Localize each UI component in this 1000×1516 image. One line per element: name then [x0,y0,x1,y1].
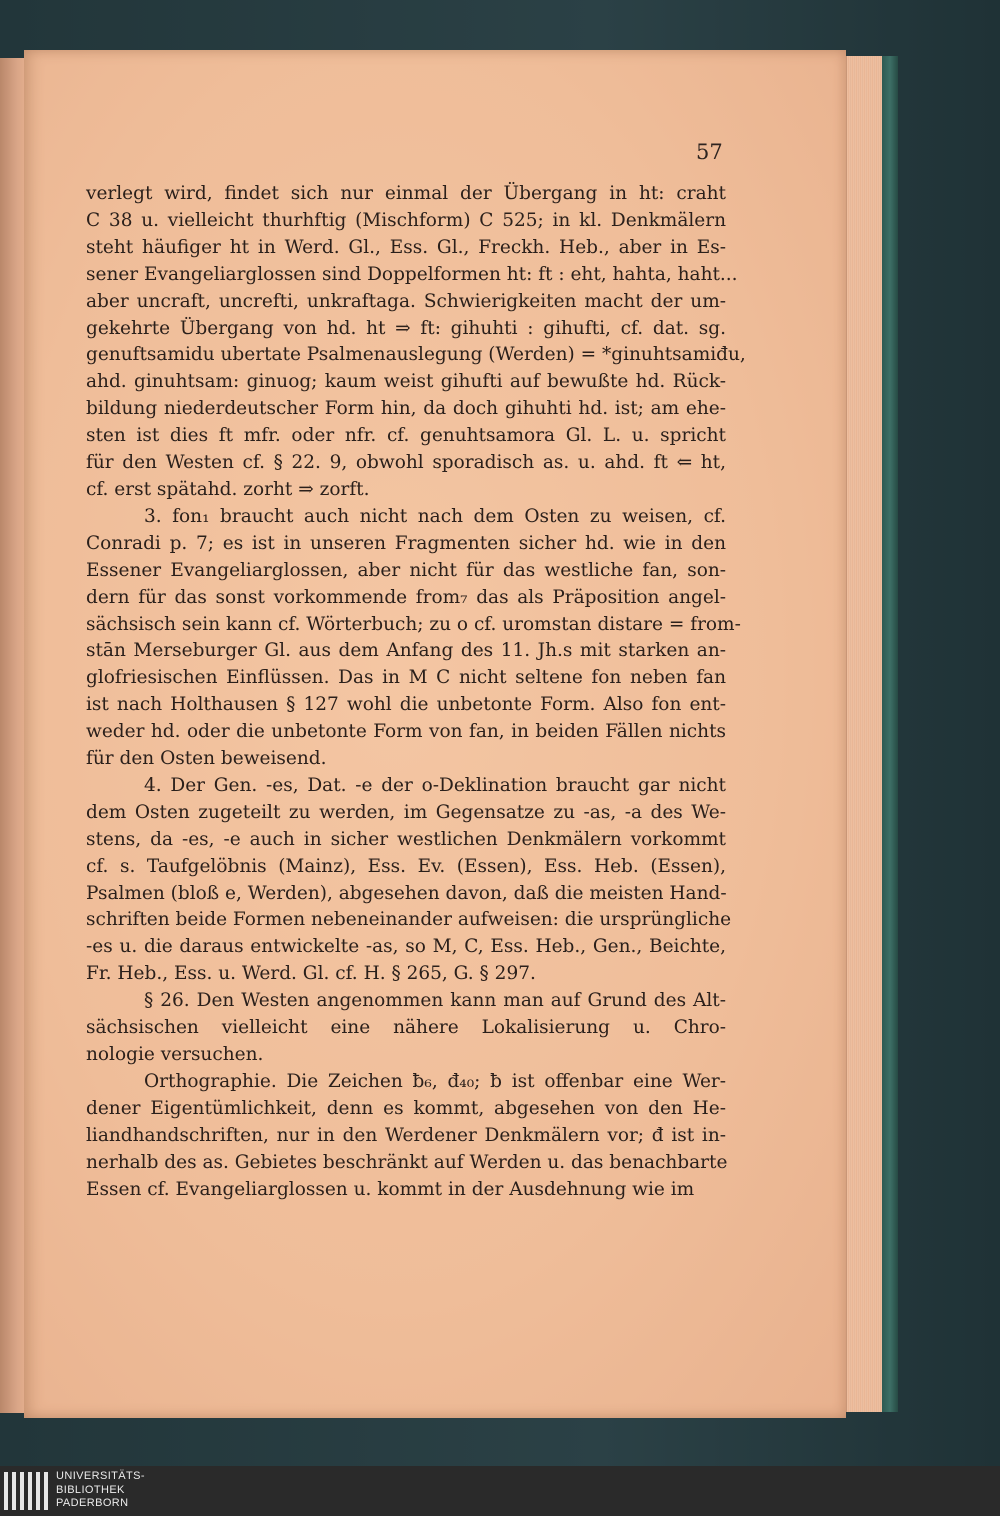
text-line: schriften beide Formen nebeneinander aufweisen: die ursprüngliche [86,909,732,931]
library-name-line: BIBLIOTHEK [56,1483,125,1496]
text-line: sächsischen vielleicht eine nähere Lokalisierung u. Chro- [86,1017,726,1039]
text-line: cf. erst spätahd. zorht ⇒ zorft. [86,478,370,500]
text-line: sächsisch sein kann cf. Wörterbuch; zu o cf. uromstan distare = from- [86,613,741,635]
text-line: sener Evangeliarglossen sind Doppelformen ht: ft : eht, hahta, haht... [86,263,738,285]
library-name-line: PADERBORN [56,1497,129,1509]
body-text [86,181,746,1203]
page-number: 57 [696,140,723,164]
library-name-line: UNIVERSITÄTS- [56,1470,145,1482]
text-line: liandhandschriften, nur in den Werdener Denkmälern vor; đ ist in- [86,1124,726,1146]
text-line: Conradi p. 7; es ist in unseren Fragmenten sicher hd. wie in den [86,532,726,554]
text-line: Psalmen (bloß e, Werden), abgesehen davon, daß die meisten Hand- [86,882,727,904]
text-line: Essener Evangeliarglossen, aber nicht für das westliche fan, son- [86,559,726,581]
text-line: cf. s. Taufgelöbnis (Mainz), Ess. Ev. (Essen), Ess. Heb. (Essen), [86,855,726,877]
text-line: ist nach Holthausen § 127 wohl die unbetonte Form. Also fon ent- [86,694,726,716]
text-line: dener Eigentümlichkeit, denn es kommt, abgesehen von den He- [86,1097,726,1119]
text-line: für den Osten beweisend. [86,748,327,770]
library-logo-icon [4,1472,50,1510]
text-line: § 26. Den Westen angenommen kann man auf Grund des Alt- [144,990,726,1012]
text-line: bildung niederdeutscher Form hin, da doch gihuhti hd. ist; am ehe- [86,398,726,420]
text-line: dem Osten zugeteilt zu werden, im Gegensatze zu -as, -a des We- [86,801,726,823]
text-line: C 38 u. vielleicht thurhftig (Mischform) C 525; in kl. Denkmälern [86,209,726,231]
library-name [56,1470,145,1511]
text-line: steht häufiger ht in Werd. Gl., Ess. Gl., Freckh. Heb., aber in Es- [86,236,726,258]
text-line: glofriesischen Einflüssen. Das in M C nicht seltene fon neben fan [86,667,726,689]
book-cover-edge [882,56,898,1412]
text-line: aber uncraft, uncrefti, unkraftaga. Schwierigkeiten macht der um- [86,290,726,312]
text-line: genuftsamidu ubertate Psalmenauslegung (Werden) = *ginuhtsamiđu, [86,344,746,366]
text-line: sten ist dies ft mfr. oder nfr. cf. genuhtsamora Gl. L. u. spricht [86,425,726,447]
text-line: für den Westen cf. § 22. 9, obwohl sporadisch as. u. ahd. ft ⇐ ht, [86,452,726,474]
text-line: Fr. Heb., Ess. u. Werd. Gl. cf. H. § 265, G. § 297. [86,963,536,985]
text-line: Essen cf. Evangeliarglossen u. kommt in der Ausdehnung wie im [86,1178,695,1200]
library-footer [0,1466,1000,1516]
text-line: Orthographie. Die Zeichen ƀ₆, đ₄₀; ƀ ist offenbar eine Wer- [144,1070,726,1092]
text-line: stān Merseburger Gl. aus dem Anfang des 11. Jh.s mit starken an- [86,640,726,662]
text-line: -es u. die daraus entwickelte -as, so M, C, Ess. Heb., Gen., Beichte, [86,936,726,958]
text-line: ahd. ginuhtsam: ginuog; kaum weist gihufti auf bewußte hd. Rück- [86,371,726,393]
text-line: dern für das sonst vorkommende from₇ das als Präposition angel- [86,586,726,608]
text-line: stens, da -es, -e auch in sicher westlichen Denkmälern vorkommt [86,828,726,850]
text-line: verlegt wird, findet sich nur einmal der Übergang in ht: craht [86,183,726,204]
text-line: weder hd. oder die unbetonte Form von fan, in beiden Fällen nichts [86,721,726,743]
text-line: gekehrte Übergang von hd. ht ⇒ ft: gihuhti : gihufti, cf. dat. sg. [86,317,726,339]
text-line: nologie versuchen. [86,1044,264,1065]
text-line: 3. fon₁ braucht auch nicht nach dem Osten zu weisen, cf. [144,505,726,527]
text-line: 4. Der Gen. -es, Dat. -e der o-Deklination braucht gar nicht [144,774,726,796]
text-line: nerhalb des as. Gebietes beschränkt auf Werden u. das benachbarte [86,1151,728,1173]
facing-page-edge [0,58,25,1413]
page-stack-edges [846,56,883,1412]
